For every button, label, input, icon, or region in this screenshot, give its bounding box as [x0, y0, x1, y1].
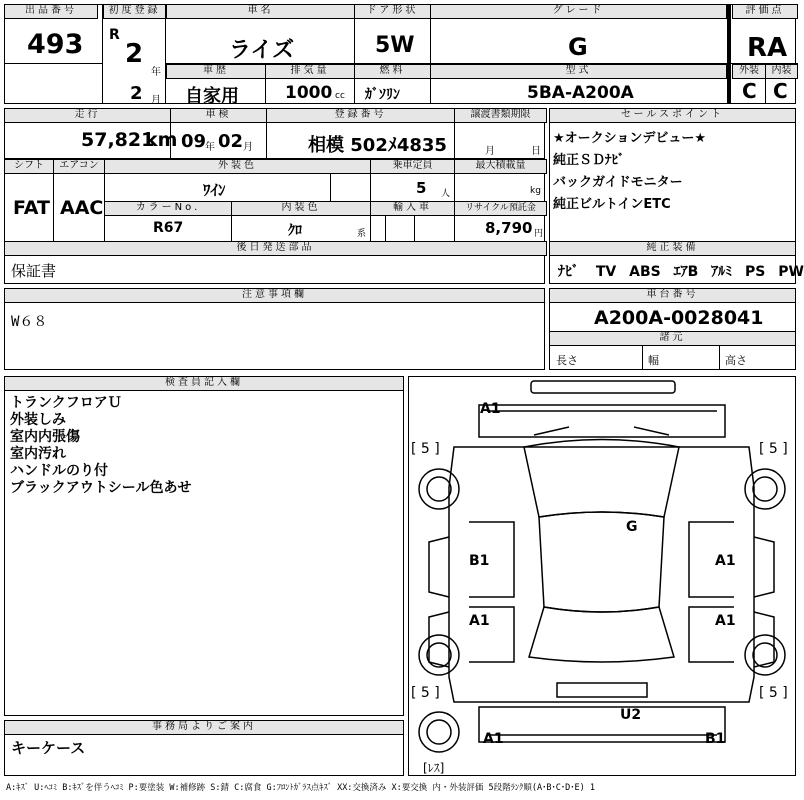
score-value: RA: [747, 33, 788, 63]
grade-label: グレード: [430, 4, 727, 19]
damage-left-rear: A1: [469, 613, 490, 629]
ac-value: AAC: [60, 197, 104, 219]
notes-label: 注意事項欄: [4, 288, 545, 303]
sales-item: 純正ビルトインETC: [553, 197, 671, 212]
office-label: 事務局よりご案内: [4, 720, 404, 735]
lot-label: 出品番号: [4, 4, 98, 19]
header-row1: [4, 4, 796, 107]
chassis-box: [549, 288, 796, 370]
damage-right-rear: A1: [715, 613, 736, 629]
sales-box: [549, 108, 804, 284]
divider: [104, 159, 105, 241]
tire-rl: [ 5 ]: [411, 685, 440, 701]
inspector-line: 室内汚れ: [10, 446, 66, 462]
damage-right-front: A1: [715, 553, 736, 569]
colorno-label: カラーNo.: [104, 201, 232, 216]
equipment-item: ABS: [629, 264, 661, 280]
divider: [765, 64, 766, 104]
tire-rr: [ 5 ]: [759, 685, 788, 701]
reg-year-unit: 年: [151, 67, 161, 78]
capacity-label: 乗車定員: [370, 159, 455, 174]
divider: [354, 5, 355, 103]
displacement-unit: cc: [335, 91, 345, 101]
office-value: キーケース: [11, 739, 86, 757]
spec-height: 高さ: [725, 354, 747, 367]
fuel-label: 燃料: [354, 64, 431, 79]
reg-month: 2: [130, 83, 143, 104]
chassis-label: 車台番号: [549, 288, 796, 303]
equipment-item: ﾅﾋﾞ: [558, 264, 579, 280]
divider: [330, 173, 331, 201]
divider: [170, 109, 171, 159]
spec-length: 長さ: [556, 354, 578, 367]
recycle-unit: 円: [534, 229, 544, 239]
divider: [727, 5, 731, 103]
tire-fr: [ 5 ]: [759, 441, 788, 457]
inspector-box: [4, 376, 404, 716]
header-row2: [4, 108, 545, 284]
inspection-label: 車検: [170, 108, 267, 123]
tire-fl: [ 5 ]: [411, 441, 440, 457]
spec-width: 幅: [648, 354, 659, 367]
legend-text: A:ｷｽﾞ U:ﾍｺﾐ B:ｷｽﾞを伴うﾍｺﾐ P:要塗装 W:補修跡 S:錆 C:腐食 G:ﾌﾛﾝﾄｶﾞﾗｽ点ｷｽﾞ XX:交換済み X:要交換 内・外装評価 5段階ﾗﾝｸ順(A･B･C･D･E) 1: [6, 783, 595, 793]
plate-label: 登録番号: [266, 108, 455, 123]
model-value: 5BA-A200A: [527, 83, 634, 103]
divider: [5, 158, 545, 159]
notes-value: W６８: [11, 314, 48, 330]
inspector-line: 室内内張傷: [10, 429, 80, 445]
inspection-year-unit: 年: [205, 142, 215, 153]
load-unit: kg: [530, 186, 541, 196]
divider: [370, 159, 371, 241]
divider: [102, 5, 103, 103]
car-diagram: [408, 376, 796, 776]
divider: [430, 5, 431, 103]
model-label: 型式: [430, 64, 727, 79]
equipment-item: PW: [778, 264, 804, 280]
plate-value: 相模 502ﾒ4835: [308, 135, 447, 156]
damage-left-front: B1: [469, 553, 490, 569]
equipment-list: [558, 261, 804, 281]
recycle-value: 8,790: [485, 219, 533, 237]
divider: [266, 109, 267, 159]
damage-rear-right: B1: [705, 731, 726, 747]
reg-era: R: [109, 27, 120, 43]
transfer-label: 譲渡書類期限: [454, 108, 547, 123]
divider: [231, 201, 232, 241]
int-value: C: [773, 79, 788, 103]
inspector-line: ハンドルのり付: [10, 463, 108, 479]
color-label: 外装色: [104, 159, 371, 174]
notes-box: [4, 288, 545, 370]
equipment-item: TV: [595, 264, 617, 280]
spare-tire-label: [ﾚｽ]: [423, 761, 445, 775]
recycle-label: リサイクル預託金: [454, 201, 547, 216]
ext-value: C: [742, 79, 757, 103]
damage-rear: U2: [620, 707, 642, 723]
shift-label: シフト: [4, 159, 54, 174]
divider: [165, 5, 166, 103]
sales-item: バックガイドモニター: [553, 175, 683, 190]
divider: [5, 63, 103, 64]
sales-item: ★オークションデビュー★: [553, 131, 707, 146]
car-name: ライズ: [229, 38, 295, 63]
inspection-year: 09: [181, 131, 207, 152]
reg-label: 初度登録: [103, 4, 166, 19]
ac-label: エアコン: [53, 159, 105, 174]
interior-unit: 系: [357, 229, 367, 239]
inspection-month: 02: [218, 131, 244, 152]
divider: [642, 345, 643, 369]
capacity-value: 5: [416, 179, 427, 197]
import-label: 輸入車: [370, 201, 455, 216]
colorno-value: R67: [153, 220, 184, 236]
car-outline-svg: [409, 377, 795, 775]
divider: [166, 63, 798, 64]
sales-item: 純正ＳＤﾅﾋﾞ: [553, 153, 625, 168]
damage-roof: G: [626, 519, 638, 535]
mileage-label: 走行: [4, 108, 171, 123]
inspector-line: ブラックアウトシール色あせ: [10, 480, 192, 496]
inspector-line: トランクフロアＵ: [10, 395, 122, 411]
door-value: 5W: [375, 33, 415, 58]
mileage-unit: km: [145, 129, 178, 151]
divider: [414, 215, 415, 241]
capacity-unit: 人: [441, 189, 451, 199]
equipment-item: ｱﾙﾐ: [711, 264, 733, 280]
divider: [719, 345, 720, 369]
door-label: ドア形状: [354, 4, 431, 19]
divider: [53, 159, 54, 241]
interior-label: 内装色: [231, 201, 371, 216]
inspection-month-unit: 月: [243, 142, 253, 153]
mileage-value: 57,821: [81, 129, 155, 151]
score-label: 評価点: [732, 4, 798, 19]
office-box: [4, 720, 404, 776]
equipment-item: PS: [745, 264, 766, 280]
later-parts-label: 後日発送部品: [4, 241, 547, 256]
inspector-label: 検査員記入欄: [4, 376, 404, 391]
displacement-label: 排気量: [265, 64, 355, 79]
history-label: 車歴: [166, 64, 266, 79]
divider: [385, 215, 386, 241]
divider: [454, 109, 455, 241]
int-label: 内装: [765, 64, 798, 79]
color-value: ﾜｲﾝ: [203, 181, 226, 199]
specs-label: 諸元: [549, 331, 796, 346]
reg-year: 2: [125, 39, 144, 69]
damage-front: A1: [480, 401, 501, 417]
lot-number: 493: [27, 29, 84, 60]
shift-value: FAT: [13, 197, 50, 219]
damage-rear-left: A1: [483, 731, 504, 747]
displacement-value: 1000: [285, 83, 333, 103]
transfer-day: 日: [531, 146, 541, 157]
sales-label: セールスポイント: [549, 108, 796, 123]
grade-value: G: [568, 33, 588, 61]
load-label: 最大積載量: [454, 159, 547, 174]
transfer-month: 月: [485, 146, 495, 157]
inspector-line: 外装しみ: [10, 412, 66, 428]
later-parts-value: 保証書: [11, 262, 57, 280]
equipment-item: ｴｱB: [673, 264, 699, 280]
reg-month-unit: 月: [151, 95, 161, 106]
ext-label: 外装: [732, 64, 766, 79]
interior-value: ｸﾛ: [288, 223, 302, 239]
name-label: 車名: [166, 4, 355, 19]
fuel-value: ｶﾞｿﾘﾝ: [365, 87, 400, 103]
history-value: 自家用: [185, 86, 239, 107]
equipment-label: 純正装備: [549, 241, 796, 256]
chassis-value: A200A-0028041: [594, 307, 764, 329]
divider: [265, 64, 266, 104]
